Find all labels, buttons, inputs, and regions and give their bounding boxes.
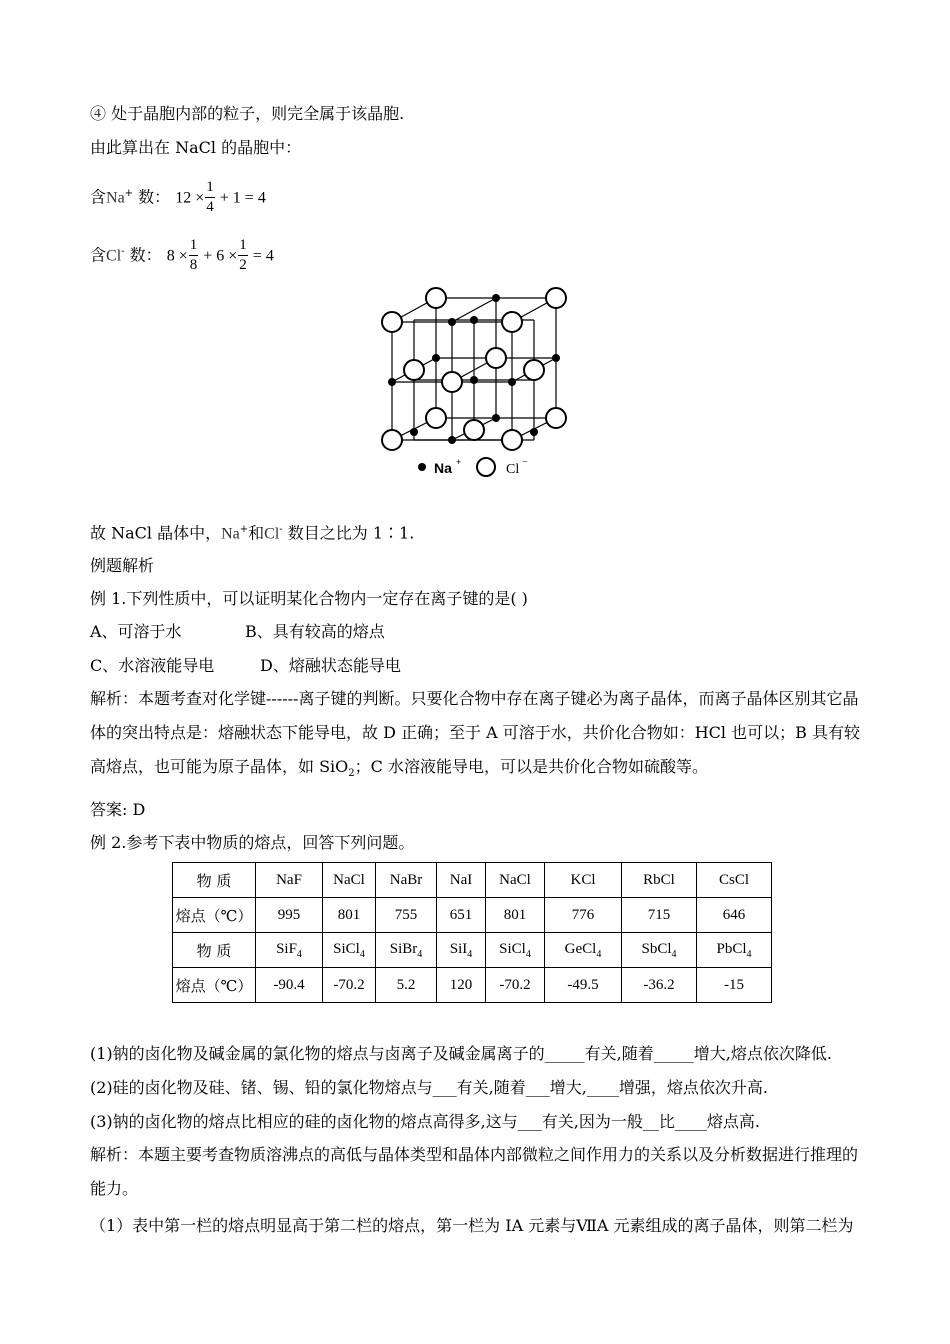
legend-cl-circle (477, 458, 495, 476)
text: 含 (90, 187, 107, 207)
expr: + 1 = 4 (215, 189, 266, 207)
example1-analysis (90, 682, 862, 791)
text: 和 (248, 523, 265, 543)
table-cell (376, 933, 437, 968)
subscript: 4 (746, 948, 752, 960)
cl-count-formula (90, 230, 274, 274)
section-title: 例题解析 (90, 556, 155, 575)
charge: + (239, 524, 249, 535)
ratio-line (90, 520, 414, 544)
legend-na-label: Na (434, 460, 452, 476)
legend-na-charge: + (456, 457, 462, 467)
subscript: 4 (525, 948, 531, 960)
table-cell (697, 933, 772, 968)
table-header-cell: 熔点（℃） (173, 898, 256, 933)
table-header-cell: 物 质 (173, 863, 256, 898)
table-cell: NaI (437, 863, 486, 898)
subscript: 2 (348, 768, 355, 780)
text-line: ④ 处于晶胞内部的粒子，则完全属于该晶胞. (90, 104, 405, 123)
legend-cl-label: Cl (506, 462, 520, 477)
table-row (173, 933, 772, 968)
table-cell: 715 (622, 898, 697, 933)
expr: = 4 (248, 247, 274, 265)
legend-na-dot (418, 463, 426, 471)
table-cell: 651 (437, 898, 486, 933)
table-cell: -90.4 (256, 968, 323, 1003)
table-cell: 995 (256, 898, 323, 933)
example1-answer: 答案: D (90, 800, 146, 819)
subscript: 4 (296, 948, 302, 960)
text-line: 由此算出在 NaCl 的晶胞中： (90, 138, 302, 157)
text: 数： (133, 187, 171, 207)
subscript: 4 (359, 948, 365, 960)
formula-base: SiCl (499, 940, 526, 957)
table-cell (545, 933, 622, 968)
formula-base: SiBr (389, 940, 418, 957)
example1-question: 例 1.下列性质中，可以证明某化合物内一定存在离子键的是( ) (90, 589, 528, 608)
table-cell: KCl (545, 863, 622, 898)
table-cell (486, 933, 545, 968)
example1-options-ab (90, 622, 385, 642)
cl-ion: Cl (106, 247, 122, 265)
charge: - (121, 246, 125, 257)
table-cell: -36.2 (622, 968, 697, 1003)
table-cell: -49.5 (545, 968, 622, 1003)
text: 数目之比为 1∶1. (282, 523, 415, 543)
fraction (238, 236, 248, 275)
table-cell: 755 (376, 898, 437, 933)
charge: - (279, 524, 283, 535)
expr: 12 × (175, 189, 205, 207)
formula-base: SbCl (641, 940, 672, 957)
expr: + 6 × (199, 247, 238, 265)
table-cell: 5.2 (376, 968, 437, 1003)
formula-base: SiCl (333, 940, 360, 957)
example2-q3: (3)钠的卤化物的熔点比相应的硅的卤化物的熔点高得多,这与___有关,因为一般__比____熔点高. (90, 1112, 760, 1131)
na-ion: Na (106, 189, 125, 207)
table-cell: NaF (256, 863, 323, 898)
numerator: 1 (189, 236, 199, 256)
text: 数： (124, 245, 162, 265)
example2-q2: (2)硅的卤化物及硅、锗、锡、铅的氯化物熔点与___有关,随着___增大,____增强，熔点依次升高. (90, 1078, 768, 1097)
table-header-cell: 熔点（℃） (173, 968, 256, 1003)
table-cell (256, 933, 323, 968)
table-cell: 120 (437, 968, 486, 1003)
melting-point-table (172, 862, 772, 1003)
formula-base: SiF (276, 940, 297, 957)
table-cell: 646 (697, 898, 772, 933)
example2-part1: （1）表中第一栏的熔点明显高于第二栏的熔点，第一栏为 IA 元素与ⅦA 元素组成的离子晶体，则第二栏为 (90, 1216, 854, 1235)
table-cell: 776 (545, 898, 622, 933)
na-ion: Na (221, 525, 240, 543)
cl-ion: Cl (264, 525, 280, 543)
text: 含 (90, 245, 107, 265)
example2-analysis: 解析：本题主要考查物质溶沸点的高低与晶体类型和晶体内部微粒之间作用力的关系以及分析数据进行推理的能力。 (90, 1145, 859, 1198)
table-cell (437, 933, 486, 968)
na-count-formula (90, 172, 266, 216)
table-cell (323, 933, 376, 968)
numerator: 1 (238, 236, 248, 256)
subscript: 4 (671, 948, 677, 960)
analysis-text: ；C 水溶液能导电，可以是共价化合物如硫酸等。 (354, 757, 709, 776)
example2-q1: (1)钠的卤化物及碱金属的氯化物的熔点与卤离子及碱金属离子的_____有关,随着_____增大,熔点依次降低. (90, 1044, 832, 1063)
denominator: 8 (189, 257, 198, 274)
charge: + (124, 188, 134, 199)
option-d: D、熔融状态能导电 (260, 656, 401, 675)
fraction (205, 178, 215, 217)
formula-base: SiI (449, 940, 468, 957)
expr: 8 × (166, 247, 188, 265)
legend-cl-charge: − (522, 457, 528, 468)
example1-options-cd (90, 656, 401, 676)
text: 故 NaCl 晶体中， (90, 523, 222, 543)
table-cell (622, 933, 697, 968)
numerator: 1 (205, 178, 215, 198)
table-cell: NaBr (376, 863, 437, 898)
table-cell: 801 (486, 898, 545, 933)
formula-base: GeCl (564, 940, 597, 957)
table-cell: -70.2 (486, 968, 545, 1003)
denominator: 4 (206, 199, 214, 216)
analysis-text: 解析：本题考查对化学键------离子键的判断。只要化合物中存在离子键必为离子晶体，而离子晶体区别其它晶体的突出特点是：熔融状态下能导电，故 D 正确；至于 A 可溶于水，共价化合物如：HCl 也可以；B 具有较高熔点，也可能为原子晶体，如 SiO (90, 689, 860, 776)
subscript: 4 (596, 948, 602, 960)
table-cell: -70.2 (323, 968, 376, 1003)
nacl-crystal-diagram (370, 282, 590, 482)
table-cell: RbCl (622, 863, 697, 898)
table-cell: NaCl (486, 863, 545, 898)
table-row (173, 898, 772, 933)
denominator: 2 (239, 257, 247, 274)
table-cell: 801 (323, 898, 376, 933)
subscript: 4 (417, 948, 423, 960)
formula-base: PbCl (716, 940, 747, 957)
option-b: B、具有较高的熔点 (245, 622, 385, 641)
subscript: 4 (467, 948, 473, 960)
table-cell: -15 (697, 968, 772, 1003)
table-row (173, 863, 772, 898)
table-header-cell: 物 质 (173, 933, 256, 968)
table-cell: CsCl (697, 863, 772, 898)
option-a: A、可溶于水 (90, 622, 182, 641)
example2-question: 例 2.参考下表中物质的熔点，回答下列问题。 (90, 833, 415, 852)
table-row (173, 968, 772, 1003)
fraction (189, 236, 199, 275)
table-cell: NaCl (323, 863, 376, 898)
option-c: C、水溶液能导电 (90, 656, 215, 675)
